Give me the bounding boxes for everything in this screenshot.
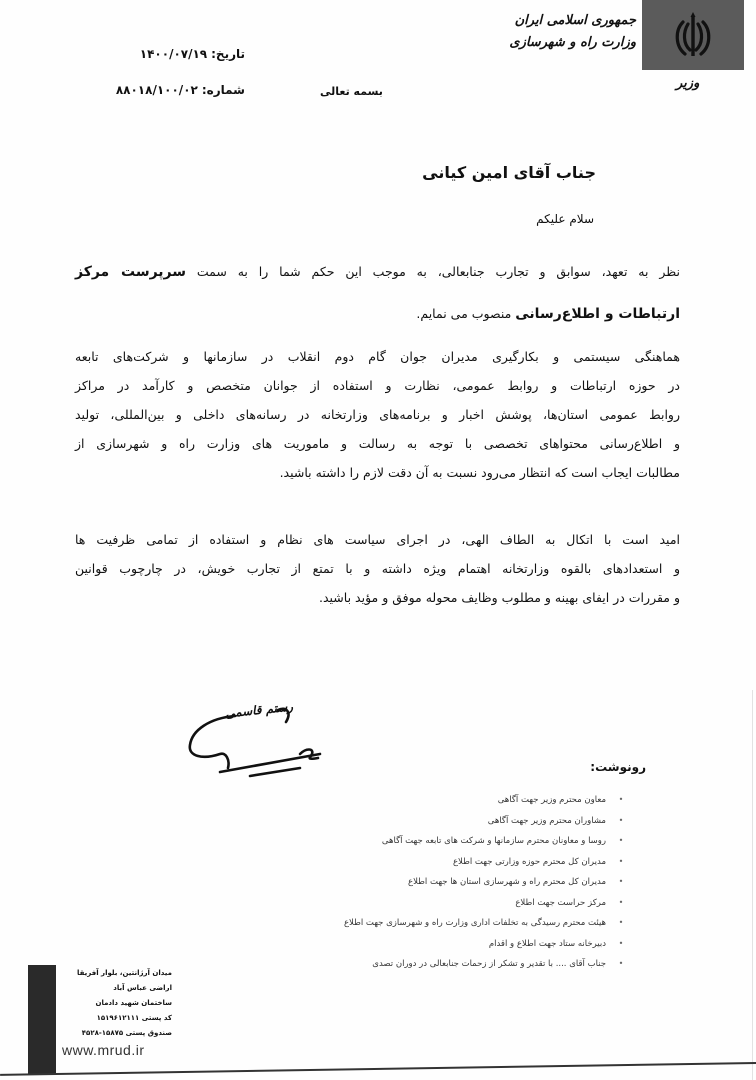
bullet-icon: • [618,877,624,886]
position-title-cont: ارتباطات و اطلاع‌رسانی [515,306,680,322]
address-line: ساختمان شهید دادمان [95,999,172,1007]
cc-text: مدیران کل محترم حوزه وزارتی جهت اطلاع [452,856,606,867]
text-normal: منصوب می نمایم. [416,306,516,321]
cc-text: مشاوران محترم وزیر جهت آگاهی [487,815,606,826]
paragraph-appointment [75,251,680,335]
cc-text: هیئت محترم رسیدگی به تخلفات اداری وزارت راه و شهرسازی جهت اطلاع [343,918,606,928]
cc-list [268,790,628,975]
cc-text: روسا و معاونان محترم سازمانها و شرکت های تابعه جهت آگاهی [381,836,606,846]
cc-text: دبیرخانه ستاد جهت اطلاع و اقدام [488,938,606,949]
cc-item [268,790,628,811]
cc-item [268,872,628,893]
paragraph-line [75,251,680,293]
letter-meta [75,36,245,108]
cc-text: مدیران کل محترم راه و شهرسازی استان ها جهت اطلاع [408,877,606,887]
address-line: اراضی عباس آباد [113,984,172,992]
country-name: جمهوری اسلامی ایران [514,13,636,28]
cc-item [268,934,628,955]
paragraph-line: روابط عمومی استان‌ها، پوشش اخبار و برنامه‌های وزارتخانه در رسانه‌های داخلی و بین‌المللی، تولید [75,407,680,422]
po-box: صندوق پستی ۱۵۸۷۵-۴۵۲۸ [81,1029,172,1037]
bullet-icon: • [618,795,624,804]
number-value: ۸۸۰۱۸/۱۰۰/۰۲ [115,83,198,97]
date-label: تاریخ: [211,47,245,61]
bullet-icon: • [618,836,624,845]
bullet-icon: • [618,815,624,825]
cc-item [268,893,628,914]
date-row [75,36,245,72]
ministry-name: وزارت راه و شهرسازی [509,35,636,50]
paper-edge [0,1062,756,1076]
cc-text: مرکز حراست جهت اطلاع [515,897,606,908]
website-url: www.mrud.ir [62,1042,145,1058]
number-row [75,72,245,108]
paper-edge [752,690,753,1080]
postal-code: کد پستی ۱۵۱۹۶۱۲۱۱۱ [96,1014,172,1022]
bullet-icon: • [618,897,624,907]
signature-scribble [180,690,330,780]
paragraph-line: و استعدادهای بالقوه وزارتخانه اهتمام ویژه داشته و با تمتع از تجارب خویش، در چارچوب قوانین [75,561,680,576]
paragraph-line: امید است با اتکال به الطاف الهی، در اجرای سیاست های نظام و استفاده از تمامی ظرفیت ها [75,532,680,547]
paragraph-line: و اطلاع‌رسانی محتواهای تخصصی با توجه به رسالت و ماموریت های وزارت راه و شهرسازی از [75,436,680,451]
cc-text: معاون محترم وزیر جهت آگاهی [497,795,606,805]
bullet-icon: • [618,918,624,927]
paragraph-line [75,293,680,335]
cc-item [268,852,628,873]
paragraph-closing [75,525,680,612]
ministry-header [506,10,636,54]
cc-item [268,954,628,975]
greeting: سلام علیکم [536,212,594,226]
address-line: میدان آرژانتین، بلوار آفریقا [76,969,172,977]
footer-address [62,966,172,1059]
paragraph-duties [75,342,680,487]
date-value: ۱۴۰۰/۰۷/۱۹ [139,47,208,61]
paragraph-line: مطالبات ایجاب است که انتظار می‌رود نسبت به آن دقت لازم را داشته باشید. [279,465,680,480]
addressee: جناب آقای امین کیانی [422,163,596,182]
text-normal: نظر به تعهد، سوابق و تجارب جنابعالی، به موجب این حکم شما را به سمت [186,264,680,279]
bullet-icon: • [618,938,624,948]
number-label: شماره: [201,83,245,97]
paragraph-line: هماهنگی سیستمی و بکارگیری مدیران جوان گام دوم انقلاب در سازمانها و شرکت‌های تابعه [75,349,680,364]
cc-text: جناب آقای .... با تقدیر و تشکر از زحمات جنابعالی در دوران تصدی [372,959,606,969]
position-title: سرپرست مرکز [75,264,187,280]
footer-bar [28,965,56,1075]
cc-item [268,811,628,832]
bullet-icon: • [618,856,624,866]
bismillah: بسمه تعالی [320,85,383,98]
iran-emblem-icon [671,10,715,60]
paragraph-line: در حوزه ارتباطات و روابط عمومی، نظارت و استفاده از جوانان متخصص و کارآمد در مراکز [75,378,680,393]
paragraph-line: و مقررات در ایفای بهینه و مطلوب وظایف محوله موفق و مؤید باشید. [318,590,680,605]
signatory-name: رستم قاسمی [224,699,294,721]
cc-item [268,913,628,934]
minister-label: وزیر [676,76,700,91]
cc-item [268,831,628,852]
emblem-box [642,0,744,70]
bullet-icon: • [618,959,624,968]
cc-title: رونوشت: [590,760,646,774]
